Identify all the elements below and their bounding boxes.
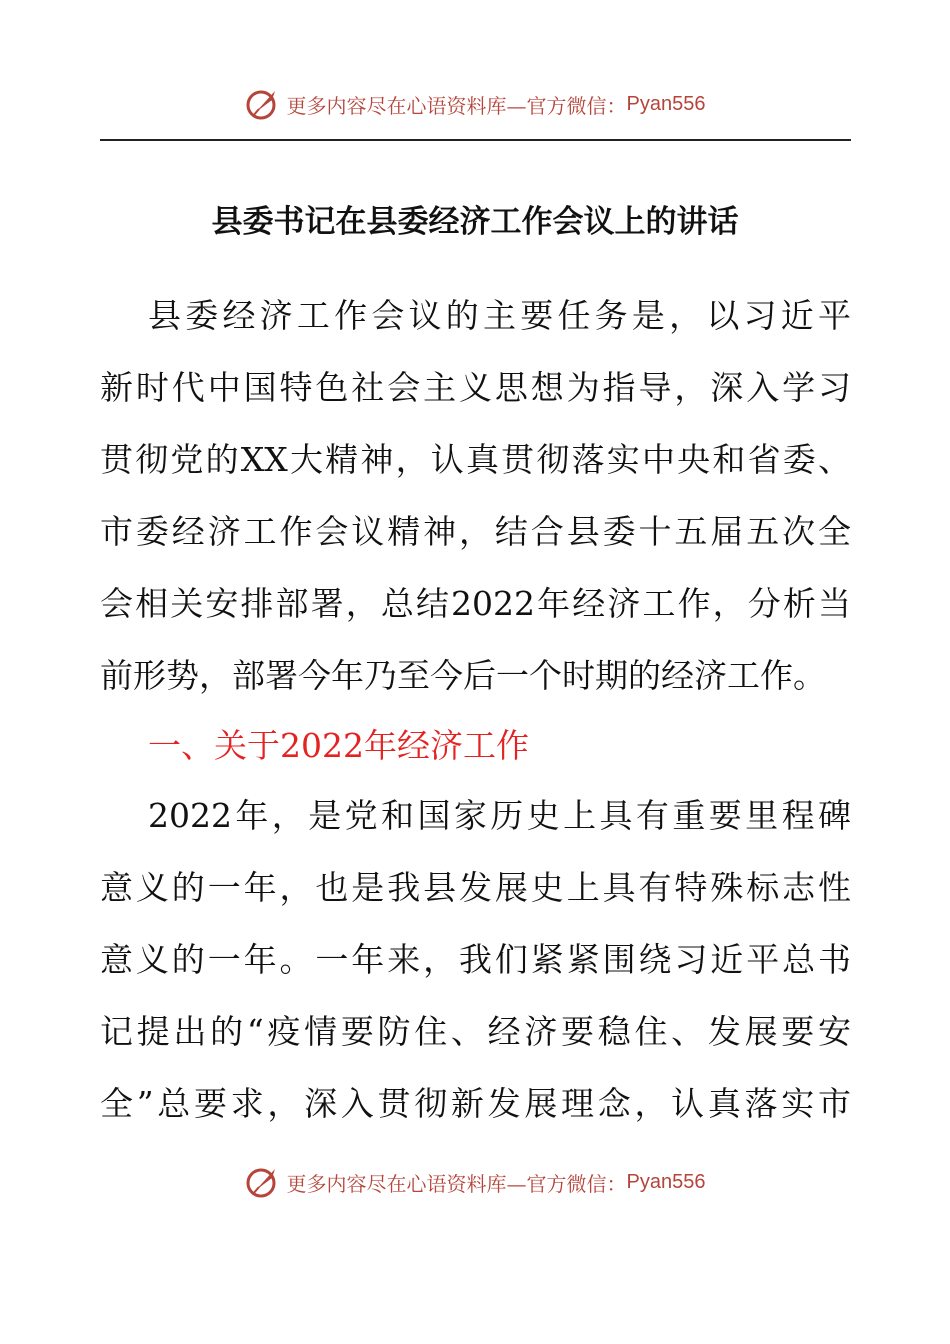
banner-contact: Pyan556 <box>626 92 706 115</box>
document-body <box>100 280 851 1140</box>
body-line: 新时代中国特色社会主义思想为指导，深入学习 <box>100 368 851 407</box>
body-line: 会相关安排部署，总结2022年经济工作，分析当 <box>100 584 851 623</box>
document-title: 县委书记在县委经济工作会议上的讲话 <box>211 204 739 240</box>
body-line: 全”总要求，深入贯彻新发展理念，认真落实市 <box>100 1084 851 1123</box>
section-heading: 一、关于2022年经济工作 <box>148 726 529 765</box>
body-line: 2022年，是党和国家历史上具有重要里程碑 <box>148 796 851 835</box>
header-watermark-banner <box>0 84 950 124</box>
body-line: 县委经济工作会议的主要任务是，以习近平 <box>148 296 851 335</box>
banner-contact: Pyan556 <box>626 1170 706 1193</box>
banner-text: 更多内容尽在心语资料库—官方微信： <box>286 1171 627 1196</box>
body-line: 市委经济工作会议精神，结合县委十五届五次全 <box>100 512 851 551</box>
quill-logo-icon <box>245 86 281 122</box>
quill-logo-icon <box>245 1164 281 1200</box>
body-line: 意义的一年，也是我县发展史上具有特殊标志性 <box>100 868 851 907</box>
body-line: 前形势，部署今年乃至今后一个时期的经济工作。 <box>100 656 826 695</box>
footer-watermark-banner <box>0 1162 950 1202</box>
body-line: 意义的一年。一年来，我们紧紧围绕习近平总书 <box>100 940 851 979</box>
banner-text: 更多内容尽在心语资料库—官方微信： <box>286 93 627 118</box>
body-line: 记提出的“疫情要防住、经济要稳住、发展要安 <box>100 1012 851 1051</box>
body-line: 贯彻党的XX大精神，认真贯彻落实中央和省委、 <box>100 440 851 479</box>
header-divider <box>100 139 851 141</box>
